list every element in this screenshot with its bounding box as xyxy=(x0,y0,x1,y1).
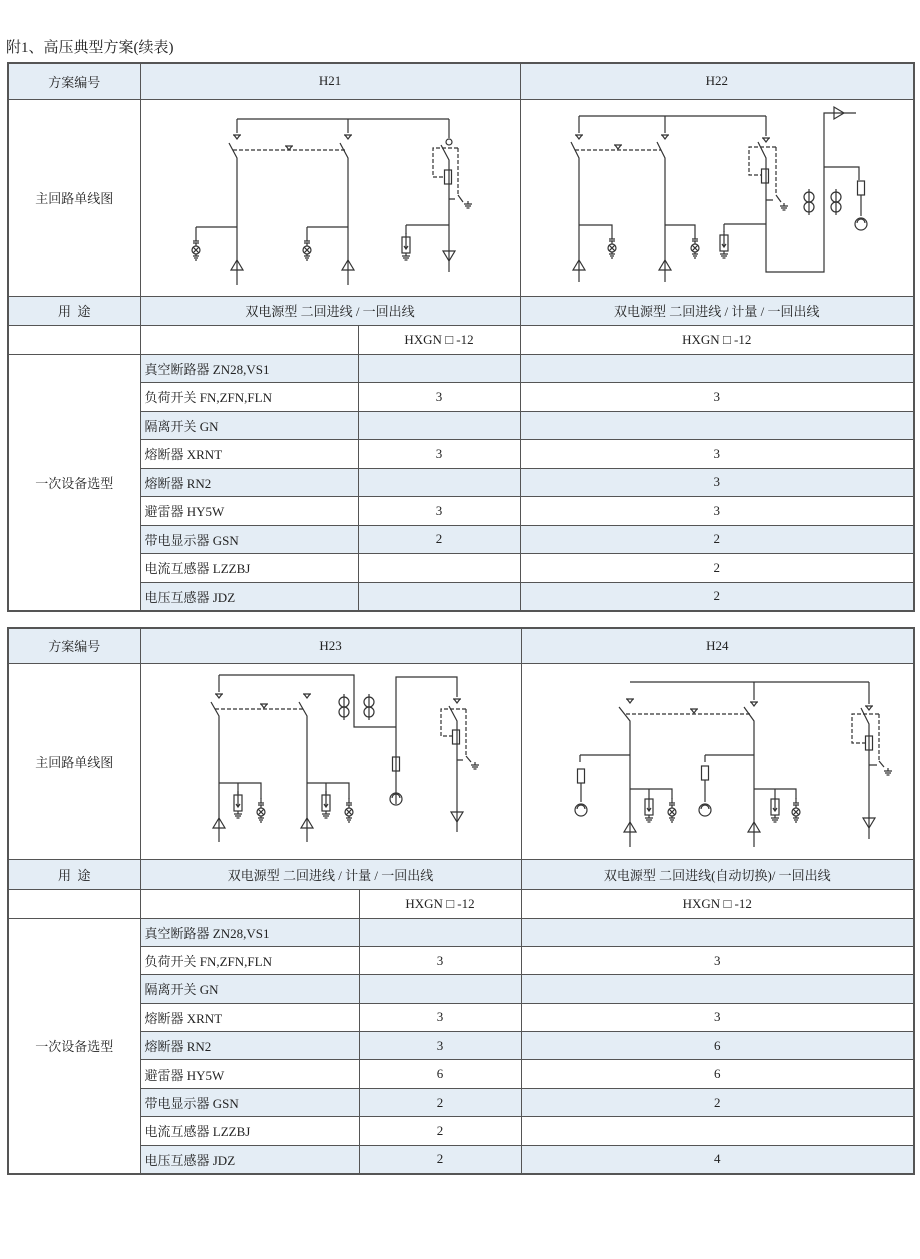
equipment-row xyxy=(8,468,914,497)
fuse-symbol xyxy=(701,766,708,780)
equipment-quantity: 2 xyxy=(520,582,914,611)
equipment-quantity: 3 xyxy=(520,497,914,526)
equipment-row xyxy=(8,354,914,383)
equipment-quantity xyxy=(359,918,521,946)
equipment-quantity: 3 xyxy=(521,1003,914,1031)
cabinet-model: HXGN □ -12 xyxy=(520,325,914,354)
ground-symbol xyxy=(884,768,892,775)
equipment-quantity: 2 xyxy=(521,1088,914,1116)
live-indicator-icon xyxy=(608,234,616,258)
equipment-quantity xyxy=(521,918,914,946)
equipment-label: 一次设备选型 xyxy=(8,918,140,1174)
transformer-symbol xyxy=(699,804,711,816)
equipment-quantity xyxy=(358,468,520,497)
arrester-symbol xyxy=(234,791,242,818)
equipment-quantity: 3 xyxy=(358,440,520,469)
equipment-row xyxy=(8,525,914,554)
equipment-row xyxy=(8,1117,914,1145)
interlock-symbol xyxy=(285,146,293,150)
earth-symbol xyxy=(750,702,758,706)
equipment-row xyxy=(8,1088,914,1116)
equipment-row xyxy=(8,554,914,583)
equipment-row xyxy=(8,918,914,946)
arrester-symbol xyxy=(402,233,410,260)
equipment-row xyxy=(8,1145,914,1173)
diagram-cell-h23 xyxy=(140,663,521,859)
usage-text: 双电源型 二回进线 / 计量 / 一回出线 xyxy=(140,859,521,889)
single-line-diagram-h23 xyxy=(141,664,522,858)
equipment-quantity: 3 xyxy=(520,383,914,412)
equipment-name: 电流互感器 LZZBJ xyxy=(140,554,358,583)
equipment-label: 一次设备选型 xyxy=(8,354,140,611)
equipment-row xyxy=(8,411,914,440)
equipment-quantity: 2 xyxy=(520,525,914,554)
usage-text: 双电源型 二回进线 / 计量 / 一回出线 xyxy=(520,296,914,325)
interlock-symbol xyxy=(614,145,622,149)
scheme-code: H23 xyxy=(140,628,521,663)
empty-cell xyxy=(8,889,140,918)
ground-symbol xyxy=(471,762,479,769)
equipment-name: 避雷器 HY5W xyxy=(140,1060,359,1088)
equipment-quantity xyxy=(520,354,914,383)
equipment-quantity: 3 xyxy=(359,1003,521,1031)
ground-symbol xyxy=(780,203,788,210)
equipment-quantity: 2 xyxy=(520,554,914,583)
equipment-quantity: 6 xyxy=(521,1032,914,1060)
transformer-symbol xyxy=(855,218,867,230)
equipment-quantity: 3 xyxy=(358,383,520,412)
equipment-name: 真空断路器 ZN28,VS1 xyxy=(140,354,358,383)
usage-text: 双电源型 二回进线(自动切换)/ 一回出线 xyxy=(521,859,914,889)
ground-symbol xyxy=(464,201,472,208)
voltage-transformer-symbol xyxy=(339,694,349,720)
equipment-quantity: 3 xyxy=(521,946,914,974)
earth-symbol xyxy=(303,694,311,698)
equipment-quantity: 3 xyxy=(520,440,914,469)
empty-cell xyxy=(140,889,359,918)
diagram-label: 主回路单线图 xyxy=(8,99,140,296)
arrester-symbol xyxy=(645,795,653,822)
equipment-quantity xyxy=(358,554,520,583)
usage-text: 双电源型 二回进线 / 一回出线 xyxy=(140,296,520,325)
scheme-table-h21-h22 xyxy=(7,62,915,612)
equipment-row xyxy=(8,383,914,412)
earth-symbol xyxy=(865,706,873,710)
voltage-transformer-symbol xyxy=(831,189,841,215)
equipment-name: 熔断器 RN2 xyxy=(140,468,358,497)
equipment-quantity xyxy=(358,582,520,611)
cabinet-model: HXGN □ -12 xyxy=(521,889,914,918)
earth-symbol xyxy=(661,135,669,139)
equipment-name: 电流互感器 LZZBJ xyxy=(140,1117,359,1145)
equipment-name: 带电显示器 GSN xyxy=(140,525,358,554)
equipment-name: 隔离开关 GN xyxy=(140,411,358,440)
single-line-diagram-h21 xyxy=(141,100,521,295)
equipment-name: 隔离开关 GN xyxy=(140,975,359,1003)
live-indicator-icon xyxy=(691,234,699,258)
usage-label: 用 途 xyxy=(8,859,140,889)
document-title: 附1、高压典型方案(续表) xyxy=(6,40,174,56)
equipment-row xyxy=(8,582,914,611)
equipment-row xyxy=(8,1003,914,1031)
equipment-quantity xyxy=(358,354,520,383)
live-indicator-icon xyxy=(668,798,676,822)
equipment-quantity: 2 xyxy=(359,1117,521,1145)
earth-symbol xyxy=(575,135,583,139)
cabinet-model: HXGN □ -12 xyxy=(359,889,521,918)
equipment-row xyxy=(8,1060,914,1088)
live-indicator-icon xyxy=(792,798,800,822)
arrester-symbol xyxy=(720,231,728,258)
transformer-symbol xyxy=(575,804,587,816)
usage-label: 用 途 xyxy=(8,296,140,325)
equipment-name: 熔断器 XRNT xyxy=(140,440,358,469)
live-indicator-icon xyxy=(303,236,311,260)
equipment-quantity: 3 xyxy=(359,1032,521,1060)
equipment-name: 熔断器 XRNT xyxy=(140,1003,359,1031)
equipment-name: 带电显示器 GSN xyxy=(140,1088,359,1116)
interlock-symbol xyxy=(260,704,268,708)
earth-symbol xyxy=(215,694,223,698)
equipment-quantity xyxy=(521,1117,914,1145)
interlock-symbol xyxy=(690,709,698,713)
fuse-symbol xyxy=(761,169,768,183)
single-line-diagram-h24 xyxy=(522,664,915,858)
earth-symbol xyxy=(626,699,634,703)
equipment-row xyxy=(8,1032,914,1060)
scheme-code: H21 xyxy=(140,63,520,99)
scheme-code: H22 xyxy=(520,63,914,99)
equipment-quantity xyxy=(358,411,520,440)
equipment-name: 避雷器 HY5W xyxy=(140,497,358,526)
live-indicator-icon xyxy=(192,236,200,260)
equipment-quantity: 6 xyxy=(521,1060,914,1088)
equipment-row xyxy=(8,975,914,1003)
single-line-diagram-h22 xyxy=(521,100,915,295)
scheme-code: H24 xyxy=(521,628,914,663)
equipment-name: 电压互感器 JDZ xyxy=(140,1145,359,1173)
equipment-name: 负荷开关 FN,ZFN,FLN xyxy=(140,946,359,974)
earth-symbol xyxy=(233,135,241,139)
equipment-quantity xyxy=(521,975,914,1003)
empty-cell xyxy=(8,325,140,354)
scheme-table-h23-h24 xyxy=(7,627,915,1175)
diagram-cell-h22 xyxy=(520,99,914,296)
diagram-cell-h24 xyxy=(521,663,914,859)
equipment-name: 熔断器 RN2 xyxy=(140,1032,359,1060)
equipment-quantity: 2 xyxy=(358,525,520,554)
scheme-no-label: 方案编号 xyxy=(8,63,140,99)
earth-symbol xyxy=(762,138,770,142)
live-indicator-icon xyxy=(257,798,265,822)
earth-symbol xyxy=(344,135,352,139)
equipment-quantity: 2 xyxy=(359,1088,521,1116)
equipment-quantity: 3 xyxy=(359,946,521,974)
equipment-row xyxy=(8,946,914,974)
equipment-name: 电压互感器 JDZ xyxy=(140,582,358,611)
equipment-quantity: 6 xyxy=(359,1060,521,1088)
fuse-symbol xyxy=(857,181,864,195)
equipment-quantity xyxy=(520,411,914,440)
equipment-quantity: 3 xyxy=(520,468,914,497)
arrester-symbol xyxy=(771,795,779,822)
equipment-row xyxy=(8,440,914,469)
fuse-symbol xyxy=(444,170,451,184)
scheme-no-label: 方案编号 xyxy=(8,628,140,663)
voltage-transformer-symbol xyxy=(364,694,374,720)
earth-symbol xyxy=(453,699,461,703)
equipment-name: 负荷开关 FN,ZFN,FLN xyxy=(140,383,358,412)
fuse-symbol xyxy=(577,769,584,783)
equipment-row xyxy=(8,497,914,526)
equipment-quantity: 2 xyxy=(359,1145,521,1173)
equipment-name: 真空断路器 ZN28,VS1 xyxy=(140,918,359,946)
diagram-label: 主回路单线图 xyxy=(8,663,140,859)
fuse-symbol xyxy=(452,730,459,744)
equipment-quantity: 4 xyxy=(521,1145,914,1173)
equipment-quantity: 3 xyxy=(358,497,520,526)
arrester-symbol xyxy=(322,791,330,818)
live-indicator-icon xyxy=(345,798,353,822)
cabinet-model: HXGN □ -12 xyxy=(358,325,520,354)
empty-cell xyxy=(140,325,358,354)
diagram-cell-h21 xyxy=(140,99,520,296)
equipment-quantity xyxy=(359,975,521,1003)
voltage-transformer-symbol xyxy=(804,189,814,215)
